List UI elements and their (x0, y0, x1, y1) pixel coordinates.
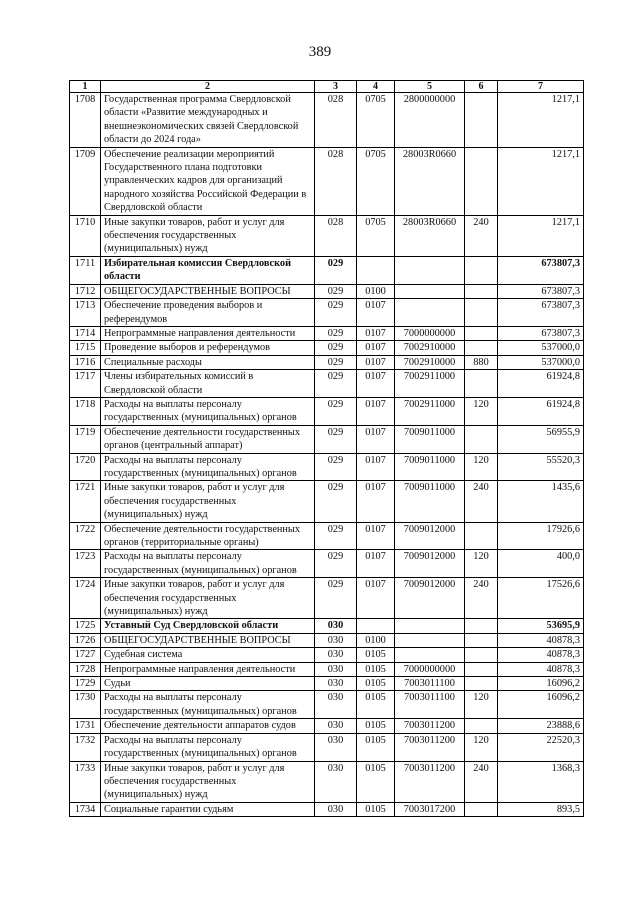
row-ved-code: 029 (315, 341, 357, 355)
row-amount: 16096,2 (498, 677, 584, 691)
row-ved-code: 030 (315, 733, 357, 761)
row-number: 1733 (70, 761, 101, 802)
row-number: 1734 (70, 802, 101, 816)
row-name: Непрограммные направления деятельности (101, 662, 315, 676)
row-ved-code: 030 (315, 691, 357, 719)
row-name: ОБЩЕГОСУДАРСТВЕННЫЕ ВОПРОСЫ (101, 633, 315, 647)
row-amount: 537000,0 (498, 341, 584, 355)
row-ved-code: 030 (315, 677, 357, 691)
header-row (70, 81, 584, 93)
row-expense-type: 120 (465, 550, 498, 578)
row-section-code: 0705 (357, 215, 395, 256)
row-amount: 40878,3 (498, 662, 584, 676)
row-name: Члены избирательных комиссий в Свердловской области (101, 370, 315, 398)
column-header: 2 (101, 81, 315, 93)
row-expense-type (465, 619, 498, 633)
row-amount: 56955,9 (498, 425, 584, 453)
row-number: 1723 (70, 550, 101, 578)
row-ved-code: 029 (315, 370, 357, 398)
row-section-code: 0105 (357, 677, 395, 691)
row-expense-type (465, 802, 498, 816)
row-target-code: 7009012000 (395, 522, 465, 550)
table-row (70, 761, 584, 802)
row-expense-type (465, 284, 498, 298)
row-expense-type (465, 522, 498, 550)
row-target-code: 7003011100 (395, 677, 465, 691)
row-number: 1712 (70, 284, 101, 298)
row-expense-type: 240 (465, 578, 498, 619)
row-target-code: 7009011000 (395, 425, 465, 453)
row-expense-type: 120 (465, 453, 498, 481)
row-expense-type (465, 425, 498, 453)
row-name: Специальные расходы (101, 355, 315, 369)
row-amount: 1435,6 (498, 481, 584, 522)
row-target-code: 28003R0660 (395, 147, 465, 215)
row-section-code (357, 256, 395, 284)
row-name: Обеспечение проведения выборов и референдумов (101, 299, 315, 327)
row-section-code: 0105 (357, 733, 395, 761)
row-number: 1709 (70, 147, 101, 215)
row-amount: 40878,3 (498, 633, 584, 647)
row-target-code: 2800000000 (395, 93, 465, 148)
row-ved-code: 029 (315, 284, 357, 298)
row-expense-type (465, 677, 498, 691)
row-number: 1714 (70, 326, 101, 340)
row-amount: 53695,9 (498, 619, 584, 633)
row-expense-type (465, 633, 498, 647)
row-number: 1724 (70, 578, 101, 619)
row-ved-code: 030 (315, 802, 357, 816)
row-number: 1715 (70, 341, 101, 355)
row-number: 1716 (70, 355, 101, 369)
row-expense-type (465, 662, 498, 676)
column-header: 1 (70, 81, 101, 93)
row-section-code: 0100 (357, 284, 395, 298)
row-amount: 1217,1 (498, 93, 584, 148)
row-section-code: 0705 (357, 93, 395, 148)
table-row (70, 550, 584, 578)
row-target-code: 7000000000 (395, 326, 465, 340)
row-amount: 16096,2 (498, 691, 584, 719)
row-amount: 1217,1 (498, 147, 584, 215)
row-amount: 61924,8 (498, 397, 584, 425)
row-ved-code: 030 (315, 719, 357, 733)
column-header: 6 (465, 81, 498, 93)
column-header: 3 (315, 81, 357, 93)
row-name: Расходы на выплаты персоналу государственных (муниципальных) органов (101, 691, 315, 719)
table-row (70, 733, 584, 761)
row-amount: 22520,3 (498, 733, 584, 761)
row-number: 1725 (70, 619, 101, 633)
row-number: 1729 (70, 677, 101, 691)
row-name: Иные закупки товаров, работ и услуг для обеспечения государственных (муниципальных) нужд (101, 761, 315, 802)
row-expense-type (465, 299, 498, 327)
row-target-code (395, 619, 465, 633)
row-amount: 40878,3 (498, 648, 584, 662)
row-target-code (395, 299, 465, 327)
row-amount: 17926,6 (498, 522, 584, 550)
row-name: Расходы на выплаты персоналу государственных (муниципальных) органов (101, 397, 315, 425)
table-row (70, 719, 584, 733)
row-target-code: 7002911000 (395, 370, 465, 398)
table-row (70, 662, 584, 676)
row-expense-type: 120 (465, 691, 498, 719)
table-row (70, 284, 584, 298)
row-amount: 673807,3 (498, 256, 584, 284)
row-name: Расходы на выплаты персоналу государственных (муниципальных) органов (101, 733, 315, 761)
row-amount: 61924,8 (498, 370, 584, 398)
row-amount: 673807,3 (498, 284, 584, 298)
row-expense-type (465, 341, 498, 355)
row-name: Непрограммные направления деятельности (101, 326, 315, 340)
row-ved-code: 030 (315, 633, 357, 647)
row-section-code: 0107 (357, 481, 395, 522)
table-row (70, 355, 584, 369)
row-section-code: 0105 (357, 719, 395, 733)
row-number: 1726 (70, 633, 101, 647)
table-row (70, 425, 584, 453)
table-row (70, 341, 584, 355)
table-row (70, 578, 584, 619)
row-amount: 673807,3 (498, 299, 584, 327)
row-amount: 1368,3 (498, 761, 584, 802)
row-number: 1710 (70, 215, 101, 256)
row-number: 1720 (70, 453, 101, 481)
row-section-code: 0107 (357, 299, 395, 327)
row-ved-code: 029 (315, 425, 357, 453)
row-target-code (395, 648, 465, 662)
table-row (70, 93, 584, 148)
row-number: 1722 (70, 522, 101, 550)
row-section-code: 0107 (357, 370, 395, 398)
row-target-code: 7003011200 (395, 719, 465, 733)
row-section-code: 0107 (357, 550, 395, 578)
row-expense-type: 120 (465, 397, 498, 425)
table-row (70, 677, 584, 691)
row-amount: 55520,3 (498, 453, 584, 481)
row-number: 1708 (70, 93, 101, 148)
row-name: Обеспечение деятельности государственных органов (центральный аппарат) (101, 425, 315, 453)
row-name: Обеспечение деятельности государственных органов (территориальные органы) (101, 522, 315, 550)
row-expense-type (465, 326, 498, 340)
row-target-code: 28003R0660 (395, 215, 465, 256)
row-ved-code: 030 (315, 662, 357, 676)
row-target-code: 7003011200 (395, 733, 465, 761)
row-section-code: 0107 (357, 578, 395, 619)
table-row (70, 397, 584, 425)
table-row (70, 691, 584, 719)
row-ved-code: 029 (315, 578, 357, 619)
row-target-code: 7000000000 (395, 662, 465, 676)
row-ved-code: 028 (315, 215, 357, 256)
row-section-code: 0107 (357, 326, 395, 340)
row-name: Обеспечение реализации мероприятий Государственного плана подготовки управленческих кадров для организаций народного хозяйства Российской Федерации в Свердловской области (101, 147, 315, 215)
row-target-code: 7009012000 (395, 550, 465, 578)
row-number: 1727 (70, 648, 101, 662)
row-target-code: 7009011000 (395, 453, 465, 481)
row-amount: 23888,6 (498, 719, 584, 733)
row-expense-type: 240 (465, 481, 498, 522)
row-target-code: 7009012000 (395, 578, 465, 619)
row-number: 1732 (70, 733, 101, 761)
row-number: 1718 (70, 397, 101, 425)
table-row (70, 215, 584, 256)
row-section-code: 0105 (357, 802, 395, 816)
table-row (70, 147, 584, 215)
row-ved-code: 029 (315, 355, 357, 369)
row-name: ОБЩЕГОСУДАРСТВЕННЫЕ ВОПРОСЫ (101, 284, 315, 298)
row-section-code: 0105 (357, 691, 395, 719)
row-expense-type: 240 (465, 761, 498, 802)
row-section-code: 0107 (357, 341, 395, 355)
row-expense-type (465, 147, 498, 215)
table-row (70, 633, 584, 647)
row-target-code: 7002911000 (395, 397, 465, 425)
row-ved-code: 029 (315, 256, 357, 284)
table-row (70, 326, 584, 340)
row-name: Расходы на выплаты персоналу государственных (муниципальных) органов (101, 550, 315, 578)
row-amount: 400,0 (498, 550, 584, 578)
row-ved-code: 029 (315, 522, 357, 550)
row-amount: 1217,1 (498, 215, 584, 256)
row-amount: 537000,0 (498, 355, 584, 369)
row-ved-code: 028 (315, 93, 357, 148)
row-section-code: 0705 (357, 147, 395, 215)
row-ved-code: 029 (315, 397, 357, 425)
row-expense-type: 880 (465, 355, 498, 369)
row-section-code: 0107 (357, 522, 395, 550)
row-expense-type (465, 256, 498, 284)
row-name: Иные закупки товаров, работ и услуг для обеспечения государственных (муниципальных) нужд (101, 481, 315, 522)
table-row (70, 370, 584, 398)
row-name: Иные закупки товаров, работ и услуг для обеспечения государственных (муниципальных) нужд (101, 578, 315, 619)
row-number: 1728 (70, 662, 101, 676)
row-name: Иные закупки товаров, работ и услуг для обеспечения государственных (муниципальных) нужд (101, 215, 315, 256)
row-target-code: 7002910000 (395, 355, 465, 369)
row-target-code: 7003011200 (395, 761, 465, 802)
row-name: Судебная система (101, 648, 315, 662)
row-number: 1721 (70, 481, 101, 522)
row-expense-type: 120 (465, 733, 498, 761)
row-target-code: 7003017200 (395, 802, 465, 816)
row-target-code: 7009011000 (395, 481, 465, 522)
row-section-code: 0107 (357, 397, 395, 425)
row-ved-code: 029 (315, 550, 357, 578)
row-amount: 17526,6 (498, 578, 584, 619)
row-section-code: 0105 (357, 761, 395, 802)
page-number: 389 (308, 44, 332, 60)
row-section-code: 0107 (357, 425, 395, 453)
row-ved-code: 028 (315, 147, 357, 215)
table-row (70, 481, 584, 522)
column-header: 5 (395, 81, 465, 93)
row-ved-code: 030 (315, 619, 357, 633)
row-number: 1731 (70, 719, 101, 733)
row-ved-code: 030 (315, 761, 357, 802)
row-expense-type: 240 (465, 215, 498, 256)
row-target-code: 7003011100 (395, 691, 465, 719)
row-name: Расходы на выплаты персоналу государственных (муниципальных) органов (101, 453, 315, 481)
row-number: 1717 (70, 370, 101, 398)
row-target-code (395, 284, 465, 298)
row-section-code: 0105 (357, 648, 395, 662)
table-row (70, 802, 584, 816)
table-row (70, 256, 584, 284)
row-number: 1711 (70, 256, 101, 284)
table-row (70, 648, 584, 662)
row-number: 1730 (70, 691, 101, 719)
row-amount: 673807,3 (498, 326, 584, 340)
row-section-code: 0100 (357, 633, 395, 647)
row-ved-code: 029 (315, 481, 357, 522)
row-name: Социальные гарантии судьям (101, 802, 315, 816)
row-ved-code: 029 (315, 299, 357, 327)
row-target-code (395, 256, 465, 284)
table-row (70, 299, 584, 327)
row-expense-type (465, 719, 498, 733)
table-row (70, 453, 584, 481)
row-name: Уставный Суд Свердловской области (101, 619, 315, 633)
column-header: 4 (357, 81, 395, 93)
row-section-code: 0105 (357, 662, 395, 676)
row-section-code: 0107 (357, 453, 395, 481)
row-section-code: 0107 (357, 355, 395, 369)
row-number: 1719 (70, 425, 101, 453)
row-ved-code: 029 (315, 453, 357, 481)
row-number: 1713 (70, 299, 101, 327)
row-name: Судьи (101, 677, 315, 691)
row-ved-code: 030 (315, 648, 357, 662)
row-section-code (357, 619, 395, 633)
column-header: 7 (498, 81, 584, 93)
row-target-code: 7002910000 (395, 341, 465, 355)
row-expense-type (465, 648, 498, 662)
table-row (70, 619, 584, 633)
row-target-code (395, 633, 465, 647)
row-name: Избирательная комиссия Свердловской области (101, 256, 315, 284)
row-amount: 893,5 (498, 802, 584, 816)
row-name: Государственная программа Свердловской области «Развитие международных и внешнеэкономических связей Свердловской области до 2024 года» (101, 93, 315, 148)
row-ved-code: 029 (315, 326, 357, 340)
row-expense-type (465, 93, 498, 148)
budget-table (69, 80, 584, 817)
row-name: Проведение выборов и референдумов (101, 341, 315, 355)
table-row (70, 522, 584, 550)
row-expense-type (465, 370, 498, 398)
row-name: Обеспечение деятельности аппаратов судов (101, 719, 315, 733)
